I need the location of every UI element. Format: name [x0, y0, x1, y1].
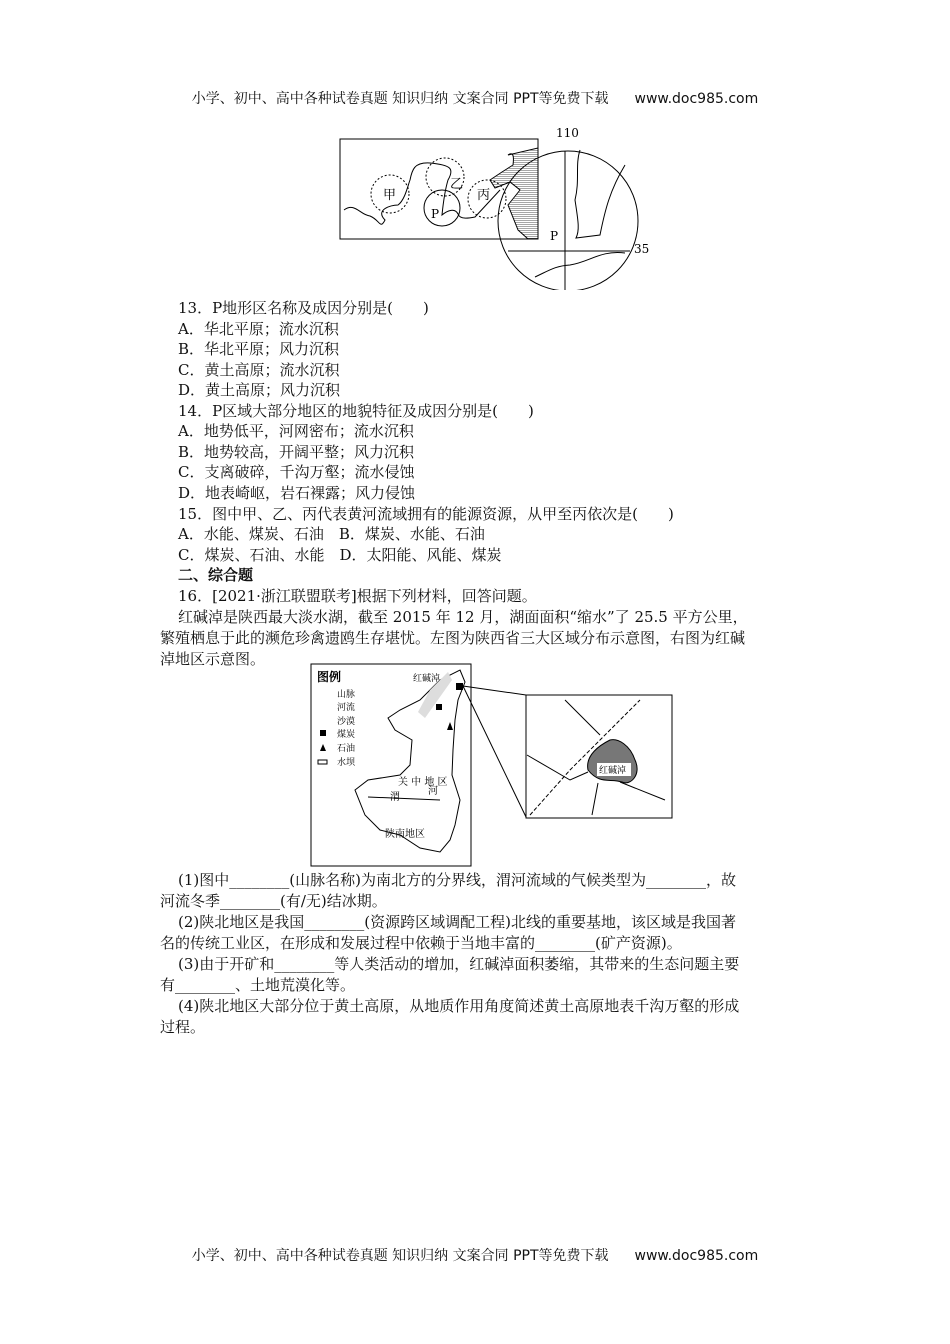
label-hongjiannao-inset: 红碱淖	[599, 766, 627, 776]
q16-part3: (3)由于开矿和________等人类活动的增加，红碱淖面积萎缩，其带来的生态问题主要	[178, 955, 740, 973]
q16-part1: (1)图中________(山脉名称)为南北方的分界线，渭河流域的气候类型为________，故	[178, 871, 736, 889]
q14-option-d: D．地表崎岖，岩石裸露；风力侵蚀	[178, 484, 416, 502]
label-longitude: 110	[556, 126, 579, 140]
q16-material-line: 繁殖栖息于此的濒危珍禽遗鸥生存堪忧。左图为陕西省三大区域分布示意图，右图为红碱	[160, 629, 746, 647]
section-title: 二、综合题	[178, 566, 254, 584]
label-yi: 乙	[450, 177, 464, 192]
q16-part2-cont: 名的传统工业区，在形成和发展过程中依赖于当地丰富的________(矿产资源)。	[160, 934, 682, 952]
label-jia: 甲	[383, 188, 397, 203]
q13-option-b: B．华北平原；风力沉积	[178, 340, 340, 358]
page-footer	[0, 1245, 950, 1265]
legend-coal: 煤炭	[337, 730, 356, 740]
label-hongjiannao: 红碱淖	[413, 674, 441, 684]
label-wei: 渭	[390, 792, 400, 803]
shaanxi-map	[300, 660, 690, 870]
label-latitude: 35	[634, 242, 650, 256]
label-p-big: P	[550, 229, 559, 243]
q14-stem: 14．P区域大部分地区的地貌特征及成因分别是( )	[178, 402, 534, 420]
label-guanzhong: 关 中 地 区	[398, 777, 448, 788]
legend-mountain: 山脉	[337, 690, 356, 700]
q16-material-line: 红碱淖是陕西最大淡水湖，截至 2015 年 12 月，湖面面积“缩水”了 25.5 平方公里，	[178, 608, 748, 626]
q16-part3-cont: 有________、土地荒漠化等。	[160, 976, 356, 994]
q14-option-a: A．地势低平，河网密布；流水沉积	[178, 422, 414, 440]
legend-oil: 石油	[337, 744, 356, 754]
footer-url: www.doc985.com	[634, 1248, 759, 1264]
legend-dam: 水坝	[337, 758, 356, 768]
legend-title: 图例	[317, 670, 342, 684]
q15-stem: 15．图中甲、乙、丙代表黄河流域拥有的能源资源，从甲至丙依次是( )	[178, 505, 674, 523]
q13-option-c: C．黄土高原；流水沉积	[178, 361, 340, 379]
q16-material-line: 淖地区示意图。	[160, 650, 266, 668]
header-url: www.doc985.com	[634, 91, 759, 107]
label-p-small: P	[431, 207, 440, 221]
legend-desert: 沙漠	[337, 717, 356, 727]
yellow-river-map	[330, 120, 660, 290]
q13-option-a: A．华北平原；流水沉积	[178, 320, 339, 338]
q15-options-ab: A．水能、煤炭、石油 B．煤炭、水能、石油	[178, 525, 485, 543]
q16-stem: 16．[2021·浙江联盟联考]根据下列材料，回答问题。	[178, 587, 537, 605]
q13-option-d: D．黄土高原；风力沉积	[178, 381, 341, 399]
label-he: 河	[428, 786, 438, 797]
label-bing: 丙	[477, 188, 491, 203]
q16-part1-cont: 河流冬季________(有/无)结冰期。	[160, 892, 387, 910]
footer-text: 小学、初中、高中各种试卷真题 知识归纳 文案合同 PPT等免费下载	[191, 1248, 609, 1264]
q16-part4-cont: 过程。	[160, 1018, 206, 1036]
q16-part4: (4)陕北地区大部分位于黄土高原，从地质作用角度简述黄土高原地表千沟万壑的形成	[178, 997, 740, 1015]
q16-part2: (2)陕北地区是我国________(资源跨区域调配工程)北线的重要基地，该区域是我国著	[178, 913, 736, 931]
page-header	[0, 88, 950, 108]
q14-option-b: B．地势较高，开阔平整；风力沉积	[178, 443, 415, 461]
q15-options-cd: C．煤炭、石油、水能 D．太阳能、风能、煤炭	[178, 546, 502, 564]
q13-stem: 13．P地形区名称及成因分别是( )	[178, 299, 429, 317]
header-text: 小学、初中、高中各种试卷真题 知识归纳 文案合同 PPT等免费下载	[191, 91, 609, 107]
q14-option-c: C．支离破碎，千沟万壑；流水侵蚀	[178, 463, 415, 481]
label-shannan: 陕南地区	[385, 829, 425, 840]
legend-river: 河流	[337, 703, 356, 713]
